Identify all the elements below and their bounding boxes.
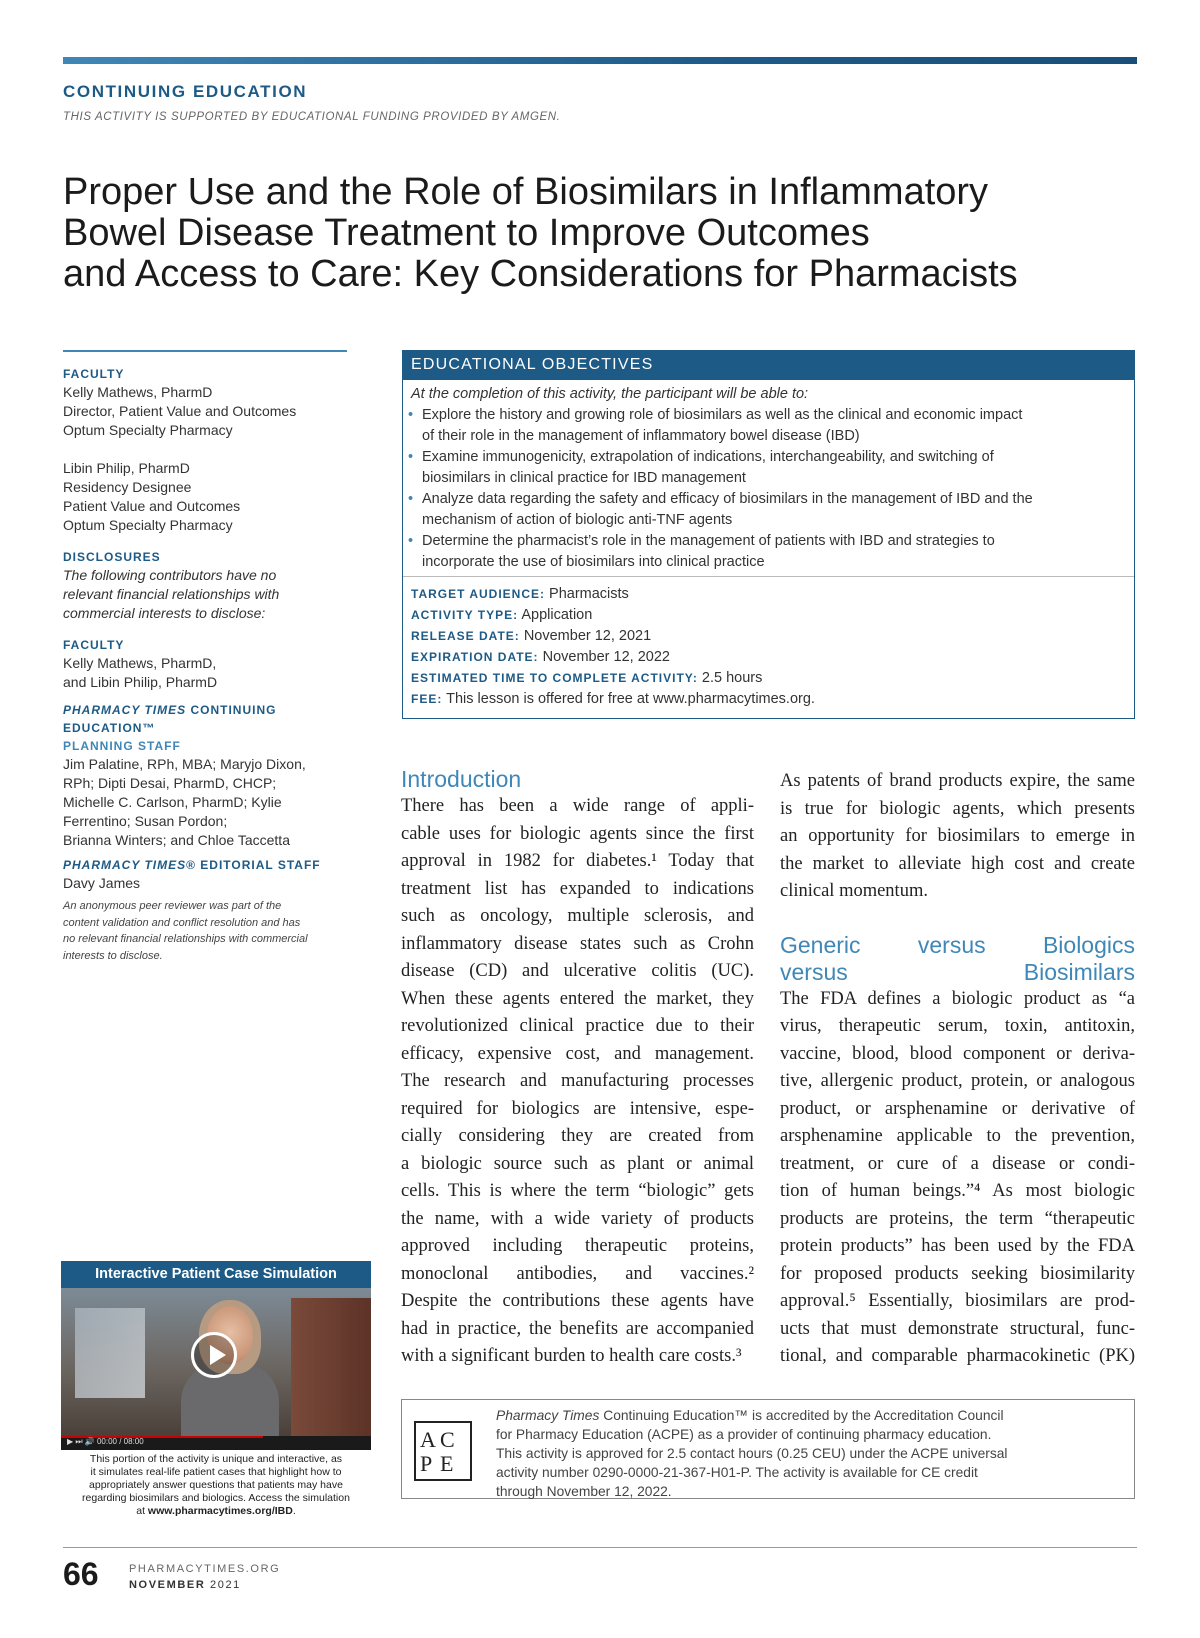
video-window-backdrop [75,1308,145,1398]
play-icon[interactable] [191,1332,237,1378]
simulation-video[interactable] [61,1288,371,1436]
intro-heading: Introduction [401,766,522,792]
text-line: arsphenamine applicable to the prevention, [780,1126,1135,1146]
objective-item: • Examine immunogenicity, extrapolation of indications, interchangeability, and switching of biosimilars in clinical practice for IBD management [408,449,994,486]
acpe-logo: A C P E [414,1421,472,1481]
title-line: Proper Use and the Role of Biosimilars in Inflammatory [63,171,989,213]
generic-heading-line2: versus Biosimilars [780,958,1135,985]
text-line: efficacy, expensive cost, and management. [401,1043,754,1064]
text-line: The research and manufacturing processes [401,1071,754,1091]
text-line: a biologic source such as plant or animal [401,1153,754,1174]
article-title [63,172,1163,295]
text-line: Despite the contributions these agents have [401,1291,754,1311]
page-number: 66 [63,1556,99,1592]
text-line: such as oncology, multiple sclerosis, and [401,906,754,926]
planning-heading: PLANNING STAFF [63,739,181,753]
objectives-header: EDUCATIONAL OBJECTIVES [402,350,1135,380]
text-line: As patents of brand products expire, the same [780,771,1135,791]
text-line: had in practice, the benefits are accompanied [401,1318,754,1339]
text-line: cells. This is where the term “biologic” gets [401,1181,754,1201]
peer-review-line: An anonymous peer reviewer was part of the [63,900,282,912]
text-line: tive, allergenic product, protein, or analogous [780,1071,1135,1091]
para2-text [780,986,1135,1371]
faculty-line: Libin Philip, PharmD [63,460,190,476]
editorial-heading: PHARMACY TIMES® EDITORIAL STAFF [63,858,321,872]
faculty-line: Patient Value and Outcomes [63,498,241,514]
text-line: is true for biologic agents, which presents [780,798,1135,819]
title-line: and Access to Care: Key Considerations for Pharmacists [63,253,1018,295]
text-line: the name, with a wide variety of products [401,1208,754,1229]
section-label: CONTINUING EDUCATION [63,82,308,101]
video-controls[interactable] [61,1436,371,1450]
detail-fee: FEE: This lesson is offered for free at www.pharmacytimes.org. [411,691,815,707]
detail-target-audience: TARGET AUDIENCE: Pharmacists [411,586,629,602]
text-line: ucts that must demonstrate structural, func- [780,1318,1135,1339]
objective-item: • Explore the history and growing role of biosimilars as well as the clinical and economic impact of their role in the management of inflammatory bowel disease (IBD) [408,407,1023,444]
para1-text [780,768,1135,906]
text-line: with a significant burden to health care costs.³ [401,1346,742,1366]
faculty-line: Residency Designee [63,479,192,495]
objectives-intro: At the completion of this activity, the participant will be able to: [411,386,809,402]
faculty-disclosed: Kelly Mathews, PharmD, [63,655,217,671]
faculty-heading: FACULTY [63,367,125,381]
simulation-caption: This portion of the activity is unique and interactive, as it simulates real-life patient cases that highlight how to appropriately answer questions that patients may have regarding biosimilars and biologics. Access the simulation at www.pharmacytimes.org/IBD. [82,1453,350,1517]
text-line: protein products” has been used by the FDA [780,1236,1135,1256]
simulation-title: Interactive Patient Case Simulation [61,1261,371,1288]
video-time: ▶ ⏭ 🔊 00:00 / 08:00 [67,1437,144,1446]
peer-review-line: no relevant financial relationships with commercial [63,933,308,945]
planning-staff-line: RPh; Dipti Desai, PharmD, CHCP; [63,775,277,791]
pt-brand: PHARMACY TIMES [63,858,187,872]
planning-staff-line: Brianna Winters; and Chloe Taccetta [63,832,290,848]
text-line: cable uses for biologic agents since the first [401,823,754,844]
video-shelf-backdrop [291,1298,371,1436]
faculty-line: Optum Specialty Pharmacy [63,422,233,438]
pt-brand: PHARMACY TIMES [63,703,187,717]
text-line: When these agents entered the market, they [401,988,754,1009]
faculty-line: Optum Specialty Pharmacy [63,517,233,533]
pt-ce-heading: PHARMACY TIMES CONTINUING [63,703,277,717]
objective-item: • Determine the pharmacist’s role in the management of patients with IBD and strategies to incorporate the use of biosimilars into clinical practice [408,533,995,570]
second-column [780,768,1135,1371]
faculty-disclosed: and Libin Philip, PharmD [63,674,218,690]
sidebar [63,365,373,964]
sidebar-rule [63,350,347,352]
objectives-list [408,405,1128,573]
text-line: for proposed products seeking biosimilarity [780,1263,1135,1284]
simulation-link[interactable]: www.pharmacytimes.org/IBD [147,1505,293,1517]
text-line: an opportunity for biosimilars to emerge in [780,826,1135,846]
detail-activity-type: ACTIVITY TYPE: Application [411,607,593,623]
generic-heading: Generic versus Biologics [780,931,1135,958]
funding-note: THIS ACTIVITY IS SUPPORTED BY EDUCATIONAL FUNDING PROVIDED BY AMGEN. [63,111,561,123]
text-line: clinical momentum. [780,881,928,901]
text-line: disease (CD) and ulcerative colitis (UC). [401,961,754,981]
editorial-staff: Davy James [63,875,141,891]
text-line: tion of human beings.”⁴ As most biologic [780,1181,1135,1201]
text-line: approval.⁵ Essentially, biosimilars are prod- [780,1291,1135,1311]
text-line: products are proteins, the term “therapeutic [780,1208,1135,1229]
text-line: virus, therapeutic serum, toxin, antitoxin, [780,1016,1135,1036]
objectives-divider [403,576,1134,577]
text-line: approval in 1982 for diabetes.¹ Today that [401,851,754,871]
text-line: required for biologics are intensive, espe- [401,1098,754,1119]
text-line: the market to alleviate high cost and create [780,853,1135,874]
detail-estimated-time: ESTIMATED TIME TO COMPLETE ACTIVITY: 2.5 hours [411,670,763,686]
text-line: The FDA defines a biologic product as “a [780,988,1135,1009]
text-line: vaccine, blood, blood component or deriva- [780,1043,1135,1064]
activity-details [411,584,815,710]
text-line: revolutionized clinical practice due to their [401,1016,754,1036]
peer-review-line: content validation and conflict resolution and has [63,916,301,929]
text-line: cially considering they are created from [401,1126,754,1146]
planning-staff-line: Ferrentino; Susan Pordon; [63,813,228,829]
footer-rule [63,1547,1137,1548]
text-line: tional, and comparable pharmacokinetic (PK) [780,1346,1135,1366]
text-line: product, or arsphenamine or derivative of [780,1098,1135,1119]
text-line: treatment list has expanded to indications [401,878,754,899]
peer-review-line: interests to disclose. [63,949,163,962]
faculty-line: Director, Patient Value and Outcomes [63,403,297,419]
intro-text [401,793,754,1371]
planning-staff-line: Jim Palatine, RPh, MBA; Maryjo Dixon, [63,756,306,772]
text-line: approved including therapeutic proteins, [401,1236,754,1256]
intro-column [401,766,754,1371]
faculty-heading: FACULTY [63,638,125,652]
planning-staff-line: Michelle C. Carlson, PharmD; Kylie [63,794,282,810]
objective-item: • Analyze data regarding the safety and efficacy of biosimilars in the management of IBD and the mechanism of action of biologic anti-TNF agents [408,491,1033,528]
title-line: Bowel Disease Treatment to Improve Outcomes [63,212,870,254]
disclosures-text: The following contributors have no [63,567,277,583]
detail-expiration-date: EXPIRATION DATE: November 12, 2022 [411,649,670,665]
disclosures-text: relevant financial relationships with [63,586,280,602]
accreditation-text: Pharmacy Times Continuing Education™ is accredited by the Accreditation Council for Pharmacy Education (ACPE) as a provider of continuing pharmacy education. This activity is approved for 2.5 contact hours (0.25 CEU) under the ACPE universal activity number 0290-0000-21-367-H01-P. The activity is available for CE credit through November 12, 2022. [496,1408,1008,1499]
disclosures-heading: DISCLOSURES [63,550,161,564]
text-line: monoclonal antibodies, and vaccines.² [401,1263,754,1284]
disclosures-text: commercial interests to disclose: [63,605,266,621]
footer-site: PHARMACYTIMES.ORG [129,1563,281,1575]
top-accent-bar [63,57,1137,64]
text-line: treatment, or cure of a disease or condi- [780,1153,1135,1174]
pt-brand: Pharmacy Times [496,1408,600,1423]
footer-issue: NOVEMBER 2021 [129,1579,241,1591]
detail-release-date: RELEASE DATE: November 12, 2021 [411,628,652,644]
pt-ce-heading-line2: EDUCATION™ [63,721,156,735]
text-line: There has been a wide range of appli- [401,796,754,816]
text-line: inflammatory disease states such as Crohn [401,933,754,954]
faculty-line: Kelly Mathews, PharmD [63,384,213,400]
